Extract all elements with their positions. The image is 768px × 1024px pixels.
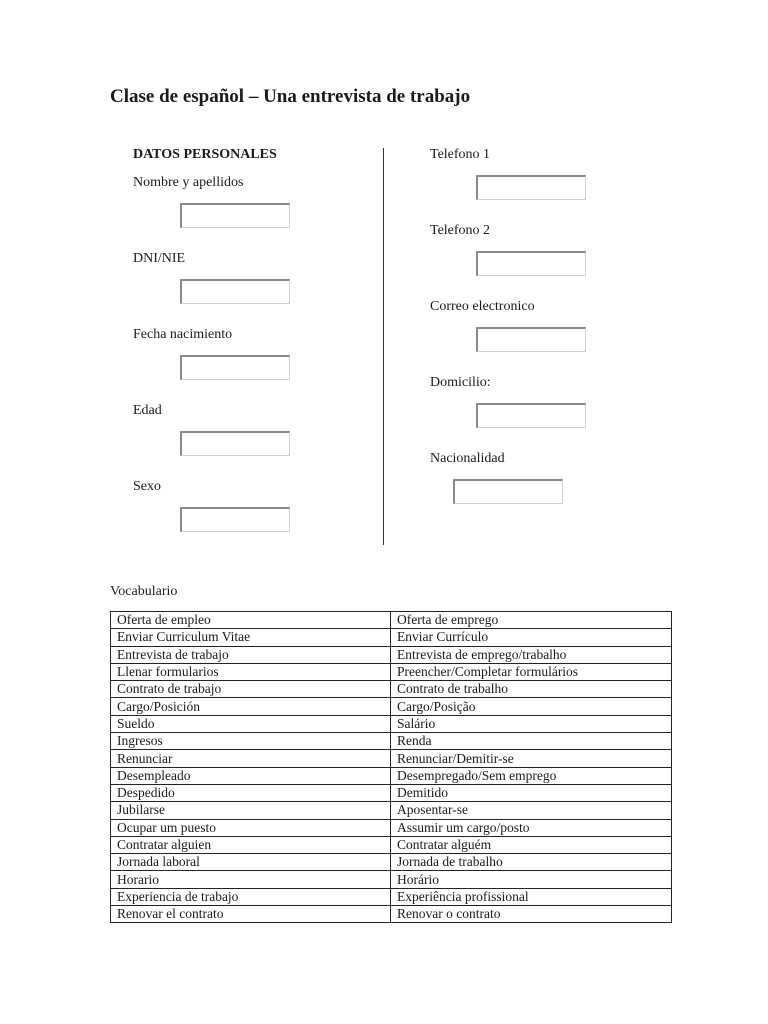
label-full-name: Nombre y apellidos bbox=[133, 175, 244, 190]
vocab-portuguese-cell: Experiência profissional bbox=[391, 888, 672, 905]
table-row bbox=[111, 612, 672, 629]
label-age: Edad bbox=[133, 403, 162, 418]
label-nationality: Nacionalidad bbox=[430, 451, 505, 466]
vocab-portuguese-cell: Cargo/Posição bbox=[391, 698, 672, 715]
vocab-spanish-cell: Experiencia de trabajo bbox=[111, 888, 391, 905]
vocab-spanish-cell: Ingresos bbox=[111, 733, 391, 750]
vocab-spanish-cell: Despedido bbox=[111, 784, 391, 801]
phone-2-input[interactable] bbox=[476, 251, 586, 276]
label-phone-2: Telefono 2 bbox=[430, 223, 491, 238]
vocab-portuguese-cell: Contratar alguém bbox=[391, 836, 672, 853]
vocab-spanish-cell: Cargo/Posición bbox=[111, 698, 391, 715]
vocab-portuguese-cell: Aposentar-se bbox=[391, 802, 672, 819]
vocab-portuguese-cell: Salário bbox=[391, 715, 672, 732]
vocab-portuguese-cell: Oferta de emprego bbox=[391, 612, 672, 629]
vocab-portuguese-cell: Horário bbox=[391, 871, 672, 888]
table-row bbox=[111, 715, 672, 732]
vocab-portuguese-cell: Renovar o contrato bbox=[391, 906, 672, 923]
table-row bbox=[111, 784, 672, 801]
vocab-portuguese-cell: Contrato de trabalho bbox=[391, 681, 672, 698]
column-divider bbox=[383, 148, 384, 545]
vocabulary-table-body bbox=[111, 612, 672, 923]
vocab-spanish-cell: Renunciar bbox=[111, 750, 391, 767]
age-input[interactable] bbox=[180, 431, 290, 456]
vocab-portuguese-cell: Assumir um cargo/posto bbox=[391, 819, 672, 836]
full-name-input[interactable] bbox=[180, 203, 290, 228]
sex-input[interactable] bbox=[180, 507, 290, 532]
label-sex: Sexo bbox=[133, 479, 161, 494]
table-row bbox=[111, 871, 672, 888]
table-row bbox=[111, 836, 672, 853]
vocab-spanish-cell: Jubilarse bbox=[111, 802, 391, 819]
vocab-spanish-cell: Oferta de empleo bbox=[111, 612, 391, 629]
vocab-spanish-cell: Enviar Curriculum Vitae bbox=[111, 629, 391, 646]
dni-nie-input[interactable] bbox=[180, 279, 290, 304]
table-row bbox=[111, 906, 672, 923]
address-input[interactable] bbox=[476, 403, 586, 428]
table-row bbox=[111, 681, 672, 698]
birth-date-input[interactable] bbox=[180, 355, 290, 380]
label-phone-1: Telefono 1 bbox=[430, 147, 491, 162]
vocab-spanish-cell: Renovar el contrato bbox=[111, 906, 391, 923]
nationality-input[interactable] bbox=[453, 479, 563, 504]
table-row bbox=[111, 733, 672, 750]
table-row bbox=[111, 698, 672, 715]
vocab-spanish-cell: Horario bbox=[111, 871, 391, 888]
table-row bbox=[111, 646, 672, 663]
vocab-spanish-cell: Contrato de trabajo bbox=[111, 681, 391, 698]
phone-1-input[interactable] bbox=[476, 175, 586, 200]
vocab-spanish-cell: Entrevista de trabajo bbox=[111, 646, 391, 663]
table-row bbox=[111, 802, 672, 819]
vocabulary-heading: Vocabulario bbox=[110, 584, 178, 599]
table-row bbox=[111, 750, 672, 767]
label-email: Correo electronico bbox=[430, 299, 535, 314]
email-input[interactable] bbox=[476, 327, 586, 352]
vocab-portuguese-cell: Preencher/Completar formulários bbox=[391, 663, 672, 680]
vocab-portuguese-cell: Renunciar/Demitir-se bbox=[391, 750, 672, 767]
table-row bbox=[111, 819, 672, 836]
vocab-portuguese-cell: Desempregado/Sem emprego bbox=[391, 767, 672, 784]
vocab-portuguese-cell: Renda bbox=[391, 733, 672, 750]
vocabulary-table bbox=[110, 611, 672, 923]
vocab-spanish-cell: Llenar formularios bbox=[111, 663, 391, 680]
vocab-spanish-cell: Ocupar um puesto bbox=[111, 819, 391, 836]
label-address: Domicilio: bbox=[430, 375, 491, 390]
vocab-spanish-cell: Jornada laboral bbox=[111, 854, 391, 871]
vocab-spanish-cell: Desempleado bbox=[111, 767, 391, 784]
section-heading-personal-data: DATOS PERSONALES bbox=[133, 147, 277, 162]
table-row bbox=[111, 663, 672, 680]
vocab-portuguese-cell: Entrevista de emprego/trabalho bbox=[391, 646, 672, 663]
vocab-portuguese-cell: Enviar Currículo bbox=[391, 629, 672, 646]
vocab-spanish-cell: Contratar alguien bbox=[111, 836, 391, 853]
vocab-spanish-cell: Sueldo bbox=[111, 715, 391, 732]
page-title: Clase de español – Una entrevista de trabajo bbox=[110, 86, 471, 107]
label-birth-date: Fecha nacimiento bbox=[133, 327, 233, 342]
table-row bbox=[111, 767, 672, 784]
table-row bbox=[111, 854, 672, 871]
table-row bbox=[111, 629, 672, 646]
label-dni-nie: DNI/NIE bbox=[133, 251, 186, 266]
table-row bbox=[111, 888, 672, 905]
vocab-portuguese-cell: Jornada de trabalho bbox=[391, 854, 672, 871]
vocab-portuguese-cell: Demitido bbox=[391, 784, 672, 801]
